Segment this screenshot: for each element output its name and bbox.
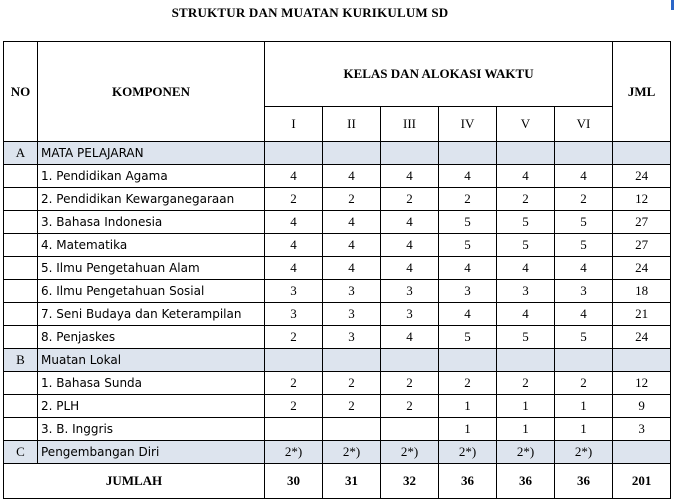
section-name: Muatan Lokal (38, 349, 265, 372)
section-name: Pengembangan Diri (38, 441, 265, 464)
row-no (4, 280, 38, 303)
section-cell: 2*) (381, 441, 439, 464)
row-value: 5 (439, 211, 497, 234)
table-row (4, 372, 671, 395)
header-komponen: KOMPONEN (38, 42, 265, 142)
row-no (4, 395, 38, 418)
section-cell (265, 349, 323, 372)
section-cell (265, 142, 323, 165)
row-subject: 2. Pendidikan Kewarganegaraan (38, 188, 265, 211)
row-value: 4 (439, 257, 497, 280)
section-cell (497, 349, 555, 372)
row-value: 4 (323, 234, 381, 257)
total-jml: 201 (613, 464, 671, 499)
total-value: 31 (323, 464, 381, 499)
row-subject: 1. Pendidikan Agama (38, 165, 265, 188)
row-value: 2 (381, 372, 439, 395)
row-value: 1 (497, 395, 555, 418)
row-value: 2 (265, 326, 323, 349)
total-value: 32 (381, 464, 439, 499)
row-value: 4 (555, 303, 613, 326)
section-cell (381, 349, 439, 372)
section-cell (439, 142, 497, 165)
row-value: 5 (497, 211, 555, 234)
row-no (4, 372, 38, 395)
row-value: 2 (439, 372, 497, 395)
table-row (4, 188, 671, 211)
row-value: 4 (555, 165, 613, 188)
table-row (4, 165, 671, 188)
row-value (323, 418, 381, 441)
row-value: 2 (381, 395, 439, 418)
row-subject: 3. Bahasa Indonesia (38, 211, 265, 234)
row-value: 1 (555, 395, 613, 418)
row-no (4, 326, 38, 349)
row-value: 2 (381, 188, 439, 211)
row-no (4, 188, 38, 211)
row-jml: 21 (613, 303, 671, 326)
row-value: 2 (265, 188, 323, 211)
row-no (4, 211, 38, 234)
section-cell (381, 142, 439, 165)
section-cell: 2*) (439, 441, 497, 464)
row-value: 3 (381, 303, 439, 326)
section-cell (497, 142, 555, 165)
header-kelas-i: I (265, 107, 323, 142)
table-row (4, 280, 671, 303)
row-subject: 5. Ilmu Pengetahuan Alam (38, 257, 265, 280)
row-subject: 1. Bahasa Sunda (38, 372, 265, 395)
row-value: 4 (265, 165, 323, 188)
row-value: 1 (439, 418, 497, 441)
table-body (4, 142, 671, 499)
row-subject: 6. Ilmu Pengetahuan Sosial (38, 280, 265, 303)
section-cell (323, 142, 381, 165)
total-value: 36 (497, 464, 555, 499)
section-code: A (4, 142, 38, 165)
row-value: 5 (555, 326, 613, 349)
row-value: 4 (381, 165, 439, 188)
row-value: 5 (439, 326, 497, 349)
row-value: 4 (323, 211, 381, 234)
total-row (4, 464, 671, 499)
row-value: 3 (323, 280, 381, 303)
row-value: 5 (555, 234, 613, 257)
row-value: 3 (265, 280, 323, 303)
section-row (4, 142, 671, 165)
row-value: 2 (497, 372, 555, 395)
row-value: 1 (497, 418, 555, 441)
row-value: 5 (555, 211, 613, 234)
row-no (4, 165, 38, 188)
section-name: MATA PELAJARAN (38, 142, 265, 165)
row-jml: 9 (613, 395, 671, 418)
row-no (4, 234, 38, 257)
section-jml-cell (613, 441, 671, 464)
row-value: 4 (323, 257, 381, 280)
header-no: NO (4, 42, 38, 142)
row-subject: 3. B. Inggris (38, 418, 265, 441)
section-cell (323, 349, 381, 372)
row-value: 2 (497, 188, 555, 211)
row-value: 4 (323, 165, 381, 188)
row-value: 2 (555, 188, 613, 211)
document-title: STRUKTUR DAN MUATAN KURIKULUM SD (171, 5, 449, 20)
row-value: 4 (497, 165, 555, 188)
header-jml: JML (613, 42, 671, 142)
row-jml: 24 (613, 257, 671, 280)
header-kelas-v: V (497, 107, 555, 142)
row-value: 5 (439, 234, 497, 257)
table-row (4, 257, 671, 280)
row-value: 3 (323, 326, 381, 349)
row-value (265, 418, 323, 441)
row-value: 2 (323, 188, 381, 211)
row-value: 4 (265, 211, 323, 234)
row-subject: 2. PLH (38, 395, 265, 418)
row-value: 5 (497, 234, 555, 257)
section-cell (439, 349, 497, 372)
header-kelas-ii: II (323, 107, 381, 142)
row-value: 4 (497, 257, 555, 280)
row-value: 4 (265, 234, 323, 257)
table-row (4, 326, 671, 349)
row-value: 3 (555, 280, 613, 303)
total-value: 36 (439, 464, 497, 499)
row-subject: 4. Matematika (38, 234, 265, 257)
row-value: 4 (439, 303, 497, 326)
row-value: 2 (323, 395, 381, 418)
section-cell: 2*) (497, 441, 555, 464)
row-jml: 18 (613, 280, 671, 303)
row-value: 2 (555, 372, 613, 395)
row-value: 2 (439, 188, 497, 211)
row-jml: 3 (613, 418, 671, 441)
row-value: 4 (381, 326, 439, 349)
row-value: 4 (265, 257, 323, 280)
row-value: 4 (381, 211, 439, 234)
row-value: 3 (381, 280, 439, 303)
total-value: 36 (555, 464, 613, 499)
curriculum-table (3, 41, 671, 499)
table-row (4, 418, 671, 441)
row-value: 4 (497, 303, 555, 326)
header-kelas-vi: VI (555, 107, 613, 142)
row-no (4, 303, 38, 326)
row-value: 2 (265, 372, 323, 395)
header-kelas-iv: IV (439, 107, 497, 142)
total-value: 30 (265, 464, 323, 499)
row-value: 3 (497, 280, 555, 303)
row-jml: 27 (613, 211, 671, 234)
section-cell (555, 142, 613, 165)
row-value: 4 (439, 165, 497, 188)
section-row (4, 441, 671, 464)
row-jml: 12 (613, 372, 671, 395)
row-value (381, 418, 439, 441)
row-jml: 24 (613, 165, 671, 188)
section-jml-cell (613, 349, 671, 372)
table-row (4, 395, 671, 418)
row-value: 2 (323, 372, 381, 395)
row-value: 1 (439, 395, 497, 418)
section-cell: 2*) (265, 441, 323, 464)
row-value: 5 (497, 326, 555, 349)
row-value: 3 (323, 303, 381, 326)
table-row (4, 303, 671, 326)
section-code: C (4, 441, 38, 464)
table-row (4, 234, 671, 257)
row-no (4, 257, 38, 280)
row-no (4, 418, 38, 441)
section-code: B (4, 349, 38, 372)
section-row (4, 349, 671, 372)
section-jml-cell (613, 142, 671, 165)
header-kelas-group: KELAS DAN ALOKASI WAKTU (265, 42, 613, 107)
total-label: JUMLAH (4, 464, 265, 499)
section-cell: 2*) (555, 441, 613, 464)
row-value: 3 (439, 280, 497, 303)
row-jml: 24 (613, 326, 671, 349)
row-subject: 8. Penjaskes (38, 326, 265, 349)
row-value: 4 (555, 257, 613, 280)
row-value: 1 (555, 418, 613, 441)
table-row (4, 211, 671, 234)
section-cell (555, 349, 613, 372)
row-value: 2 (265, 395, 323, 418)
row-value: 4 (381, 257, 439, 280)
section-cell: 2*) (323, 441, 381, 464)
row-jml: 12 (613, 188, 671, 211)
row-subject: 7. Seni Budaya dan Keterampilan (38, 303, 265, 326)
row-jml: 27 (613, 234, 671, 257)
header-kelas-iii: III (381, 107, 439, 142)
row-value: 4 (381, 234, 439, 257)
row-value: 3 (265, 303, 323, 326)
